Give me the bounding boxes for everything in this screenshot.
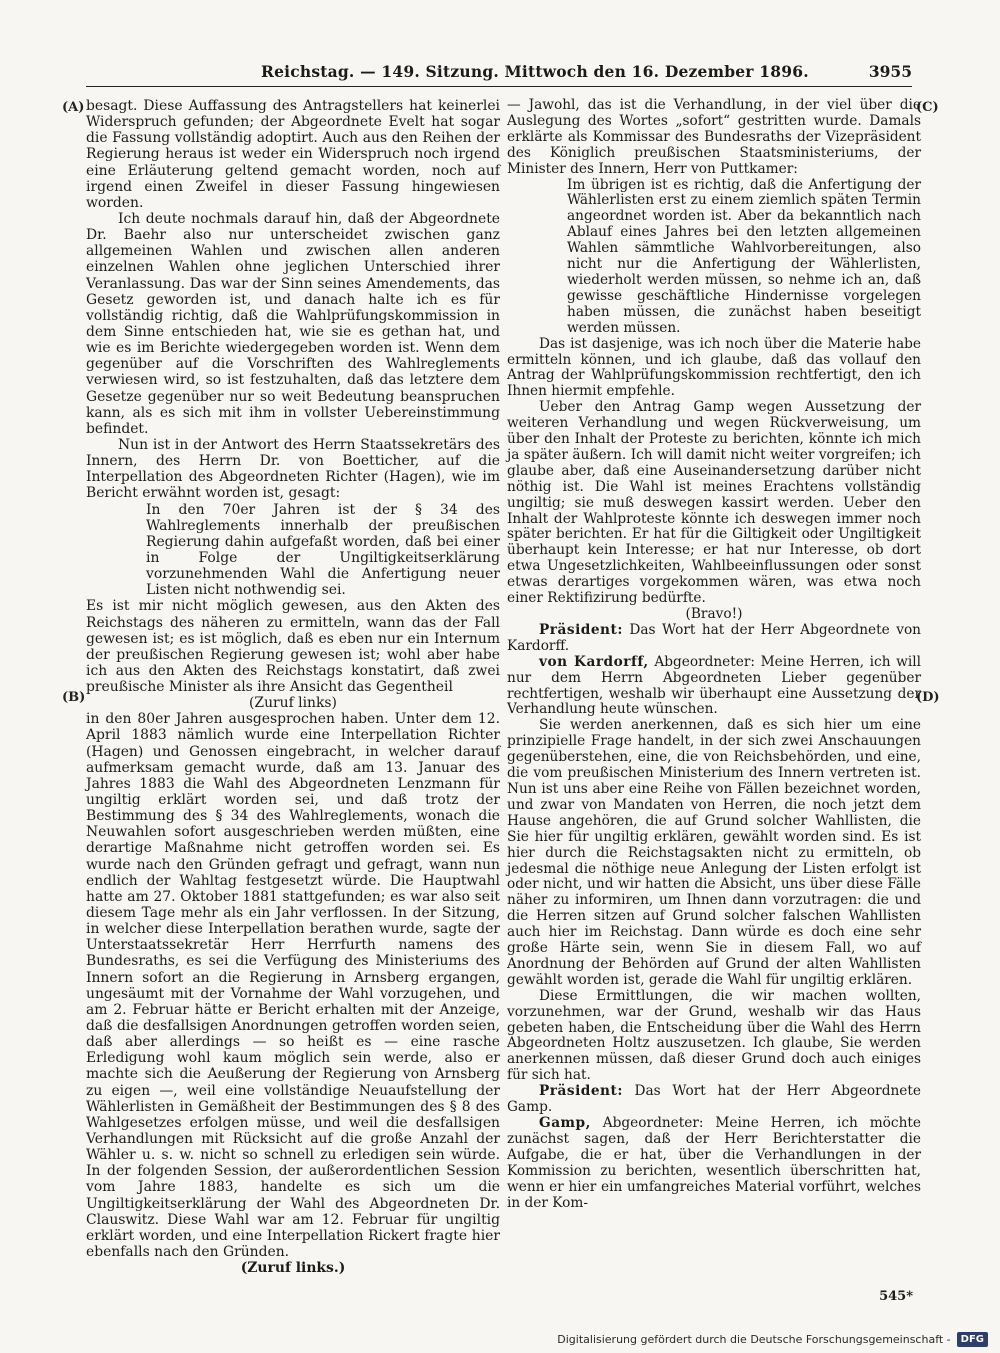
page-header xyxy=(86,62,912,87)
speech-text: Abgeordneter: Meine Herren, ich will nur dem Herrn Abgeordneten Lieber gegenüber rechtfertigen, weshalb wir überhaupt eine Aussetzung der Verhandlung heute wünschen. xyxy=(507,653,922,718)
interjection: (Zuruf links) xyxy=(249,695,337,712)
speech-text: Abgeordneter: Meine Herren, ich möchte zunächst sagen, daß der Herr Berichterstatter die Aufgabe, die er hat, über die Verhandlungen in der Kommission zu berichten, wesentlich überschritten hat, wenn er hier ein umfangreiches Material vorführt, welches in der Kom- xyxy=(507,1115,921,1211)
margin-mark-c: (C) xyxy=(916,100,939,115)
interjection: (Zuruf links.) xyxy=(240,1260,346,1277)
dfg-logo: DFG xyxy=(957,1332,988,1347)
speaker-name: Präsident: xyxy=(539,621,623,638)
footer-text: Digitalisierung gefördert durch die Deutsche Forschungsgemeinschaft - xyxy=(557,1332,951,1346)
paragraph: in den 80er Jahren ausgesprochen haben. Unter dem 12. April 1883 nämlich wurde eine Interpellation Richter (Hagen) und Genossen eingebracht, in welcher darauf aufmerksam gemacht wurde, daß am 13. Januar des Jahres 1883 die Wahl des Abgeordneten Lenzmann für ungiltig erklärt worden sei, und daß trotz der Bestimmung des § 34 des Wahlreglements, wonach die Neuwahlen sofort ausgeschrieben werden müßten, eine derartige Maßnahme nicht getroffen worden sei. Es wurde nach den Gründen gefragt und gefragt, wann nun endlich der Wahltag festgesetzt würde. Die Hauptwahl hatte am 27. Oktober 1881 stattgefunden; es war also seit diesem Tage mehr als ein Jahr verflossen. In der Sitzung, in welcher diese Interpellation berathen wurde, sagte der Unterstaatssekretär Herr Herrfurth namens des Bundesraths, es sei die Verfügung des Ministeriums des Innern sofort an die Regierung in Arnsberg ergangen, ungesäumt mit der Vornahme der Wahl vorzugehen, und am 2. Februar hätte er Bericht erhalten mit der Anzeige, daß die desfallsigen Anordnungen getroffen worden seien, daß aber allerdings — so heißt es — eine rasche Erledigung wohl kaum möglich sein werde, also er machte sich die Aeußerung der Regierung von Arnsberg zu eigen —, weil eine vollständige Neuaufstellung der Wählerlisten in Gemäßheit der Bestimmungen des § 8 des Wahlgesetzes erfolgen müsse, und weil die desfallsigen Verhandlungen mit Rücksicht auf die große Anzahl der Wähler u. s. w. nicht so schnell zu erledigen sein würde. In der folgenden Session, der außerordentlichen Session vom Jahre 1883, handelte es sich um die Ungiltigkeitserklärung der Wahl des Abgeordneten Dr. Clauswitz. Diese Wahl war am 12. Februar für ungiltig erklärt worden, und eine Interpellation Rickert fragte hier ebenfalls nach den Gründen. xyxy=(86,711,500,1260)
paragraph: Ich deute nochmals darauf hin, daß der Abgeordnete Dr. Baehr also nur unterscheidet zwischen ganz allgemeinen Wahlen und zwischen allen anderen einzelnen Wahlen ohne jeglichen Unterschied ihrer Veranlassung. Das war der Sinn seines Amendements, das Gesetz geworden ist, und danach halte ich es für vollständig richtig, daß die Wahlprüfungskommission in dem Sinne entschieden hat, wie sie es gethan hat, und wie es im Berichte wiedergegeben worden ist. Wenn dem gegenüber auf die Vorschriften des Wahlreglements verwiesen wird, so ist festzuhalten, daß das letztere dem Gesetze gegenüber nur so weit Bedeutung beanspruchen kann, als es sich mit ihm in vollster Uebereinstimmung befindet. xyxy=(86,210,500,437)
paragraph: Ueber den Antrag Gamp wegen Aussetzung der weiteren Verhandlung und wegen Rückverweisung, um über den Inhalt der Proteste zu berichten, könnte ich mich ja später äußern. Ich will damit nicht weiter vorgreifen; ich glaube aber, daß eine Auseinandersetzung darüber nicht nöthig ist. Die Wahl ist meines Erachtens vollständig ungiltig; sie muß deswegen kassirt werden. Ueber den Inhalt der Wahlproteste könnte ich deswegen immer noch später berichten. Er hat für die Giltigkeit oder Ungiltigkeit überhaupt kein Interesse; er hat nur Interesse, ob dort etwa Ungesetzlichkeiten, Wahlbeeinflussungen oder sonst etwas derartiges vorgekommen wären, was etwa noch einer Rektifizirung bedürfte. xyxy=(507,399,921,607)
speaker-name: Gamp, xyxy=(539,1115,591,1131)
signature-mark: 545* xyxy=(879,1289,913,1304)
paragraph: Nun ist in der Antwort des Herrn Staatssekretärs des Innern, des Herrn Dr. von Boetticher, auf die Interpellation des Abgeordneten Richter (Hagen), wie im Bericht erwähnt worden ist, gesagt: xyxy=(86,436,500,502)
interjection: (Bravo!) xyxy=(685,606,743,622)
paragraph: besagt. Diese Auffassung des Antragstellers hat keinerlei Widerspruch gefunden; der Abgeordnete Evelt hat sogar die Fassung vollständig adoptirt. Auch aus den Reihen der Regierung heraus ist weder ein Widerspruch noch irgend eine Erläuterung geltend gemacht worden, noch auf irgend einen Zweifel in dieser Fassung hingewiesen worden. xyxy=(86,98,500,211)
speech-paragraph xyxy=(507,1116,921,1211)
paragraph: Diese Ermittlungen, die wir machen wollten, vorzunehmen, war der Grund, weshalb wir das Haus gebeten haben, die Entscheidung über die Wahl des Herrn Abgeordneten Holtz auszusetzen. Ich glaube, Sie werden anerkennen müssen, daß dieser Grund doch auch einiges für sich hat. xyxy=(507,987,921,1084)
right-column xyxy=(507,98,921,1211)
paragraph: Das ist dasjenige, was ich noch über die Materie habe ermitteln können, und ich glaube, daß das vollauf den Antrag der Wahlprüfungskommission rechtfertigt, den ich Ihnen hiermit empfehle. xyxy=(507,335,921,400)
left-column xyxy=(86,98,500,1276)
paragraph: Sie werden anerkennen, daß es sich hier um eine prinzipielle Frage handelt, in der sich zwei Anschauungen gegenüberstehen, eine, die von Reichsbehörden, und eine, die vom preußischen Ministerium des Innern vertreten ist. Nun ist uns aber eine Reihe von Fällen bezeichnet worden, und zwar von Mandaten von Herren, die noch jetzt dem Hause angehören, die auf Grund solcher Wahllisten, die Sie hier für ungiltig erklären, gewählt worden sind. Es ist hier durch die Reichstagsakten nicht zu ermitteln, ob jedesmal die nöthige neue Anlegung der Listen erfolgt ist oder nicht, und wir hatten die Absicht, uns über diese Fälle näher zu informiren, um Ihnen dann vorzutragen: die und die Herren sitzen auf Grund solcher falschen Wahllisten auch hier im Reichstag. Dann würde es doch eine sehr große Härte sein, wenn Sie in diesem Fall, wo auf Anordnung der Behörden auf Grund der alten Wahllisten gewählt worden ist, gerade die Wahl für ungiltig erklären. xyxy=(507,717,921,988)
footer xyxy=(0,1328,1000,1350)
header-title: Reichstag. — 149. Sitzung. Mittwoch den 16. Dezember 1896. xyxy=(261,62,809,81)
paragraph: — Jawohl, das ist die Verhandlung, in der viel über die Auslegung des Wortes „sofort“ gestritten wurde. Damals erklärte als Kommissar des Bundesraths der Vizepräsident des Königlich preußischen Staatsministeriums, der Minister des Innern, Herr von Puttkamer: xyxy=(507,97,921,177)
margin-mark-a: (A) xyxy=(62,100,85,115)
quotation: In den 70er Jahren ist der § 34 des Wahlreglements innerhalb der preußischen Regierung dahin aufgefaßt worden, daß bei einer in Folge der Ungiltigkeitserklärung vorzunehmenden Wahl die Anfertigung neuer Listen nicht nothwendig sei. xyxy=(146,501,500,599)
paragraph: Es ist mir nicht möglich gewesen, aus den Akten des Reichstags des näheren zu ermitteln, wann das der Fall gewesen ist; es ist möglich, daß es eben nur ein Internum der preußischen Regierung gewesen ist; wohl aber habe ich aus den Akten des Reichstags konstatirt, daß zwei preußische Minister als ihre Ansicht das Gegentheil xyxy=(86,598,500,696)
speech-text: Das Wort hat der Herr Abgeordnete von Kardorff. xyxy=(507,621,921,654)
speaker-name: von Kardorff, xyxy=(539,653,649,670)
speech-text: Das Wort hat der Herr Abgeordnete Gamp. xyxy=(507,1083,921,1116)
speech-paragraph xyxy=(507,655,921,719)
margin-mark-d: (D) xyxy=(916,690,940,705)
margin-mark-b: (B) xyxy=(62,690,86,705)
speech-paragraph xyxy=(507,1084,921,1116)
speech-paragraph xyxy=(507,623,921,655)
page-number: 3955 xyxy=(868,62,912,81)
speaker-name: Präsident: xyxy=(539,1083,623,1100)
quotation: Im übrigen ist es richtig, daß die Anfertigung der Wählerlisten erst zu einem ziemlich späten Termin angeordnet worden ist. Aber da bekanntlich nach Ablauf eines Jahres bei den letzten allgemeinen Wahlen sämmtliche Wahlvorbereitungen, also nicht nur die Anfertigung der Wählerlisten, wiederholt werden müssen, so nehme ich an, daß gewisse geschäftliche Hindernisse vorgelegen haben müssen, die zunächst haben beseitigt werden müssen. xyxy=(567,176,921,336)
